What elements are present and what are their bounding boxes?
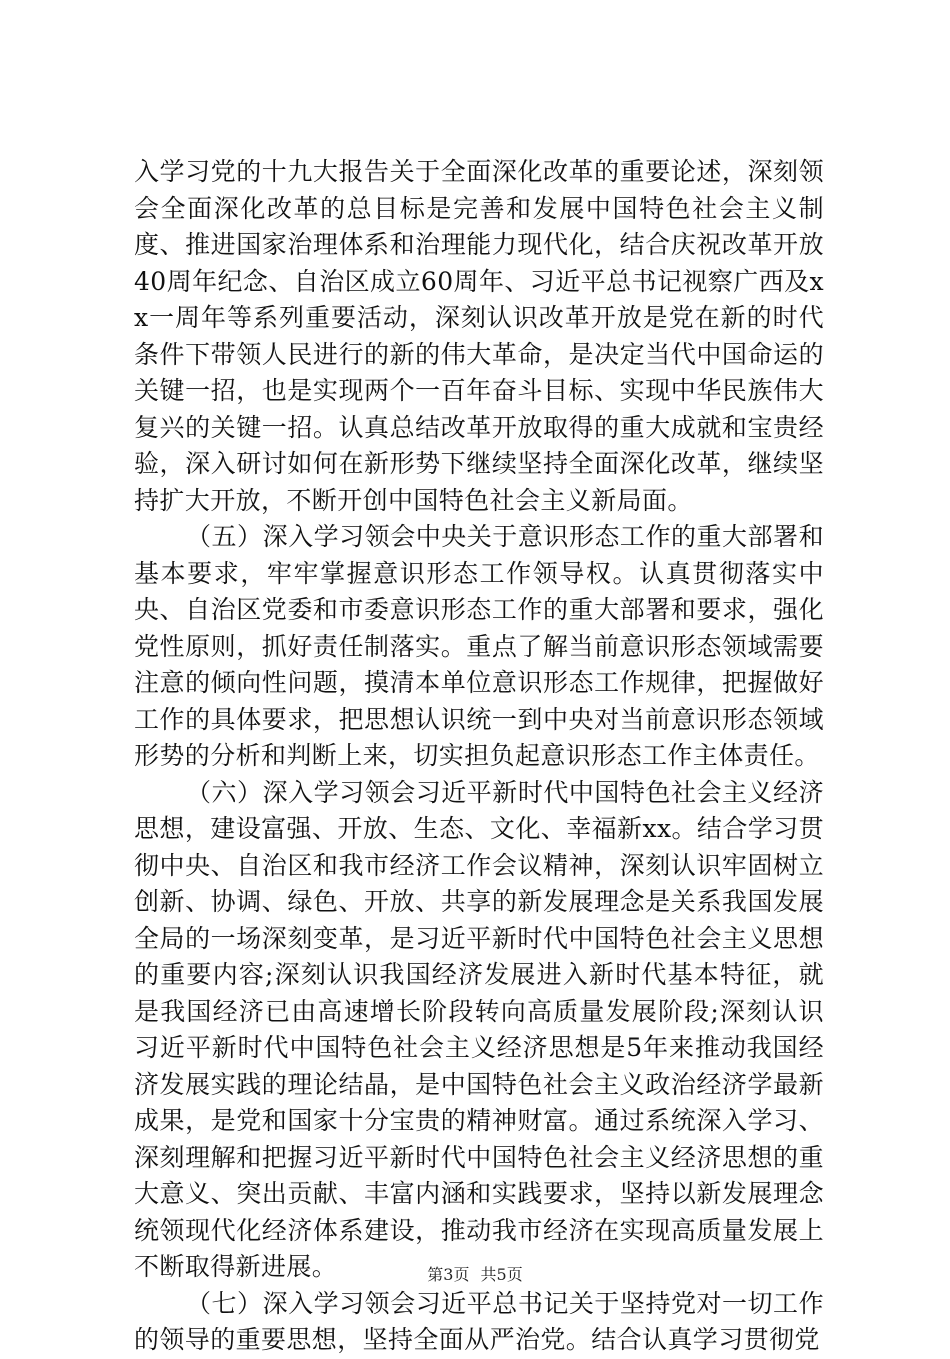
paragraph-item-6: （六）深入学习领会习近平新时代中国特色社会主义经济思想，建设富强、开放、生态、文化、幸福新xx。结合学习贯彻中央、自治区和我市经济工作会议精神，深刻认识牢固树立创新、协调、绿色、开放、共享的新发展理念是关系我国发展全局的一场深刻变革，是习近平新时代中国特色社会主义思想的重要内容;深刻认识我国经济发展进入新时代基本特征，就是我国经济已由高速增长阶段转向高质量发展阶段;深刻认识习近平新时代中国特色社会主义经济思想是5年来推动我国经济发展实践的理论结晶，是中国特色社会主义政治经济学最新成果，是党和国家十分宝贵的精神财富。通过系统深入学习、深刻理解和把握习近平新时代中国特色社会主义经济思想的重大意义、突出贡献、丰富内涵和实践要求，坚持以新发展理念统领现代化经济体系建设，推动我市经济在实现高质量发展上不断取得新进展。 — [134, 777, 824, 1281]
paragraph-item-5: （五）深入学习领会中央关于意识形态工作的重大部署和基本要求，牢牢掌握意识形态工作领导权。认真贯彻落实中央、自治区党委和市委意识形态工作的重大部署和要求，强化党性原则，抓好责任制落实。重点了解当前意识形态领域需要注意的倾向性问题，摸清本单位意识形态工作规律，把握做好工作的具体要求，把思想认识统一到中央对当前意识形态领域形势的分析和判断上来，切实担负起意识形态工作主体责任。 — [134, 522, 824, 770]
document-body — [134, 154, 824, 1359]
page-number: 第3页 — [427, 1265, 470, 1284]
paragraph-item-7: （七）深入学习领会习近平总书记关于坚持党对一切工作的领导的重要思想，坚持全面从严治党。结合认真学习贯彻党 — [134, 1288, 824, 1354]
paragraph-reform: 入学习党的十九大报告关于全面深化改革的重要论述，深刻领会全面深化改革的总目标是完善和发展中国特色社会主义制度、推进国家治理体系和治理能力现代化，结合庆祝改革开放40周年纪念、自治区成立60周年、习近平总书记视察广西及xx一周年等系列重要活动，深刻认识改革开放是党在新的时代条件下带领人民进行的新的伟大革命，是决定当代中国命运的关键一招，也是实现两个一百年奋斗目标、实现中华民族伟大复兴的关键一招。认真总结改革开放取得的重大成就和宝贵经验，深入研讨如何在新形势下继续坚持全面深化改革，继续坚持扩大开放，不断开创中国特色社会主义新局面。 — [134, 157, 824, 515]
page-total: 共5页 — [480, 1265, 523, 1284]
page-footer — [0, 1262, 950, 1285]
